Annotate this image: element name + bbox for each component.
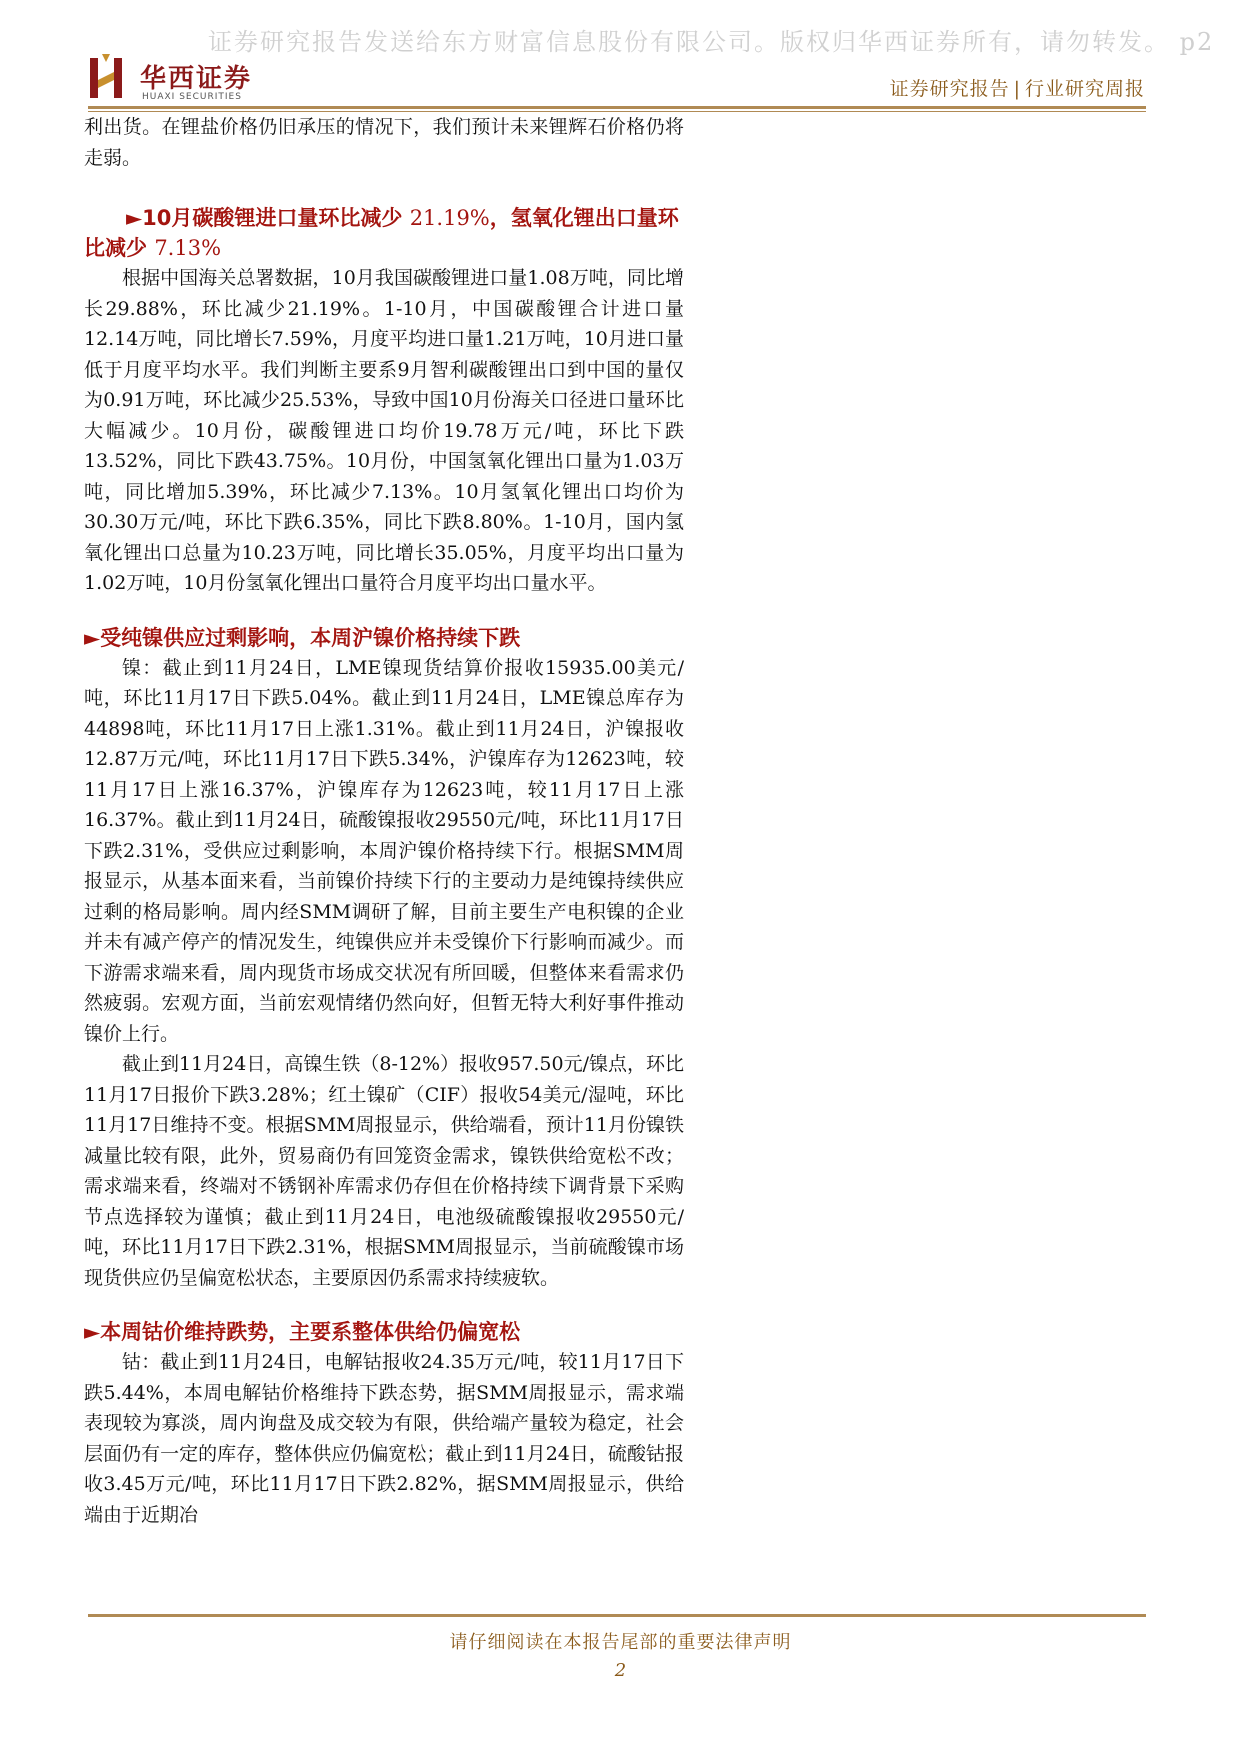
company-logo [88, 52, 258, 104]
watermark-text: 证券研究报告发送给东方财富信息股份有限公司。版权归华西证券所有，请勿转发。 p2 [208, 28, 1215, 56]
section-heading-lithium [84, 203, 684, 263]
heading-number: 7.13% [154, 236, 222, 260]
main-column [84, 112, 684, 1530]
logo-name-en: HUAXI SECURITIES [142, 92, 242, 102]
section-heading-cobalt: ►本周钴价维持跌势，主要系整体供给仍偏宽松 [84, 1320, 521, 1344]
report-category [890, 74, 1145, 101]
report-type: 证券研究报告 [889, 78, 1010, 100]
logo-mark-icon [88, 52, 132, 100]
heading-number: 21.19% [409, 206, 490, 230]
cobalt-paragraph: 钴：截止到11月24日，电解钴报收24.35万元/吨，较11月17日下跌5.44%，本周电解钴价格维持下跌态势，据SMM周报显示，需求端表现较为寡淡，周内询盘及成交较为有限，供给端产量较为稳定，社会层面仍有一定的库存，整体供应仍偏宽松；截止到11月24日，硫酸钴报收3.45万元/吨，环比11月17日下跌2.82%，据SMM周报显示，供给端由于近期冶 [84, 1351, 684, 1526]
header-separator: | [1013, 78, 1021, 100]
legal-notice: 请仔细阅读在本报告尾部的重要法律声明 [449, 1632, 792, 1653]
nickel-paragraph-2: 截止到11月24日，高镍生铁（8-12%）报收957.50元/镍点，环比11月17日报价下跌3.28%；红土镍矿（CIF）报收54美元/湿吨，环比11月17日维持不变。根据SMM周报显示，供给端看，预计11月份镍铁减量比较有限，此外，贸易商仍有回笼资金需求，镍铁供给宽松不改；需求端来看，终端对不锈钢补库需求仍存但在价格持续下调背景下采购节点选择较为谨慎；截止到11月24日，电池级硫酸镍报收29550元/吨，环比11月17日下跌2.31%，根据SMM周报显示，当前硫酸镍市场现货供应仍呈偏宽松状态，主要原因仍系需求持续疲软。 [84, 1053, 684, 1289]
lithium-paragraph: 根据中国海关总署数据，10月我国碳酸锂进口量1.08万吨，同比增长29.88%，环比减少21.19%。1-10月，中国碳酸锂合计进口量12.14万吨，同比增长7.59%，月度平均进口量1.21万吨，10月进口量低于月度平均水平。我们判断主要系9月智利碳酸锂出口到中国的量仅为0.91万吨，环比减少25.53%，导致中国10月份海关口径进口量环比大幅减少。10月份，碳酸锂进口均价19.78万元/吨，环比下跌13.52%，同比下跌43.75%。10月份，中国氢氧化锂出口量为1.03万吨，同比增加5.39%，环比减少7.13%。10月氢氧化锂出口均价为30.30万元/吨，环比下跌6.35%，同比下跌8.80%。1-10月，国内氢氧化锂出口总量为10.23万吨，同比增长35.05%，月度平均出口量为1.02万吨，10月份氢氧化锂出口量符合月度平均出口量水平。 [84, 267, 684, 594]
page-number: 2 [614, 1660, 627, 1681]
section-heading-nickel: ►受纯镍供应过剩影响，本周沪镍价格持续下跌 [84, 625, 521, 650]
report-subtype: 行业研究周报 [1024, 78, 1145, 100]
logo-name-cn: 华西证券 [140, 64, 253, 94]
heading-text: ，氢氧化锂出口量环比减少 [84, 206, 679, 260]
footer-rule [88, 1614, 1146, 1617]
intro-paragraph: 利出货。在锂盐价格仍旧承压的情况下，我们预计未来锂辉石价格仍将走弱。 [84, 116, 684, 169]
nickel-paragraph-1: 镍：截止到11月24日，LME镍现货结算价报收15935.00美元/吨，环比11月17日下跌5.04%。截止到11月24日，LME镍总库存为44898吨，环比11月17日上涨1.31%。截止到11月24日，沪镍报收12.87万元/吨，环比11月17日下跌5.34%，沪镍库存为12623吨，较11月17日上涨16.37%，沪镍库存为12623吨，较11月17日上涨16.37%。截止到11月24日，硫酸镍报收29550元/吨，环比11月17日下跌2.31%，受供应过剩影响，本周沪镍价格持续下行。根据SMM周报显示，从基本面来看，当前镍价持续下行的主要动力是纯镍持续供应过剩的格局影响。周内经SMM调研了解，目前主要生产电积镍的企业并未有减产停产的情况发生，纯镍供应并未受镍价下行影响而减少。而下游需求端来看，周内现货市场成交状况有所回暖，但整体来看需求仍然疲弱。宏观方面，当前宏观情绪仍然向好，但暂无特大利好事件推动镍价上行。 [84, 656, 684, 1045]
header-rule [88, 106, 1146, 109]
heading-text: ►10月碳酸锂进口量环比减少 [126, 206, 410, 230]
